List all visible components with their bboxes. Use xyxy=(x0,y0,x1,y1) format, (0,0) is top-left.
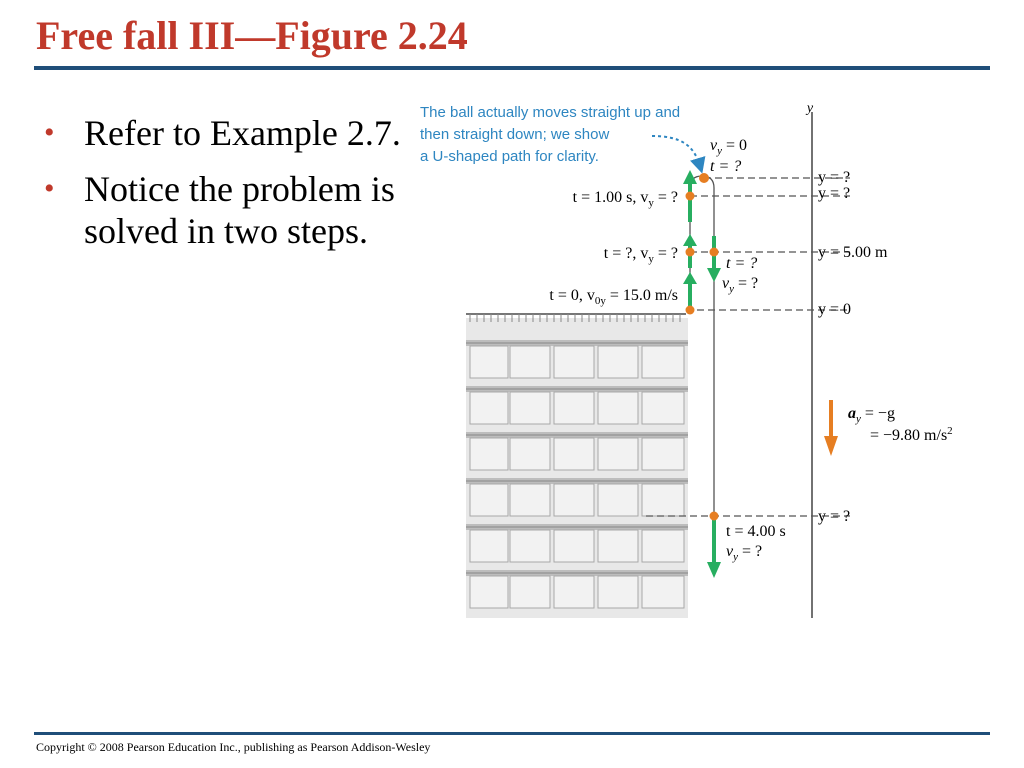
bullet-item xyxy=(44,168,424,252)
bullet-text: Notice the problem is solved in two steps. xyxy=(84,169,395,251)
brick xyxy=(598,438,638,470)
accel-line-2: = −9.80 $m/s^2$ xyxy=(870,425,953,444)
brick xyxy=(470,484,508,516)
dot-1s xyxy=(686,192,695,201)
y-label-1s: y = ? xyxy=(818,185,851,202)
brick xyxy=(598,530,638,562)
building xyxy=(466,314,688,618)
y-value-labels xyxy=(818,169,888,525)
brick xyxy=(598,346,638,378)
brick xyxy=(642,392,684,424)
label-1s: t = 1.00 s, $v_y$ = ? xyxy=(572,189,678,209)
brick xyxy=(554,530,594,562)
up-arrow-0 xyxy=(683,272,697,308)
top-vy-label: $v_y = 0$ xyxy=(710,137,748,157)
dot-5m-down xyxy=(710,248,719,257)
brick xyxy=(554,392,594,424)
dot-top xyxy=(699,173,709,183)
caption-line-3: a U-shaped path for clarity. xyxy=(420,148,599,165)
bottom-t-label: t = 4.00 s xyxy=(726,523,786,540)
brick xyxy=(554,484,594,516)
bullet-item xyxy=(44,112,424,154)
brick xyxy=(642,484,684,516)
bullet-dot-icon: • xyxy=(44,172,55,205)
brick xyxy=(554,576,594,608)
bullet-dot-icon: • xyxy=(44,116,55,149)
brick xyxy=(470,392,508,424)
y-label-0: y = 0 xyxy=(818,301,852,318)
copyright-text: Copyright © 2008 Pearson Education Inc., publishing as Pearson Addison-Wesley xyxy=(36,740,431,754)
top-t-label: t = ? xyxy=(710,158,742,175)
accel-line-1: $a_y = -g$ xyxy=(848,405,895,425)
brick xyxy=(470,530,508,562)
acceleration-arrow xyxy=(824,400,838,456)
y-axis-label: y xyxy=(806,101,814,116)
y-label-top: y = ? xyxy=(818,169,851,186)
brick xyxy=(470,438,508,470)
brick xyxy=(642,530,684,562)
brick xyxy=(642,346,684,378)
brick xyxy=(510,392,550,424)
bottom-v-label: $v_y$ = ? xyxy=(726,543,763,563)
brick xyxy=(510,576,550,608)
brick xyxy=(510,438,550,470)
brick xyxy=(510,346,550,378)
brick xyxy=(510,530,550,562)
dot-0 xyxy=(686,306,695,315)
caption-arrow xyxy=(652,136,700,166)
brick xyxy=(642,438,684,470)
y-label-5m: y = 5.00 m xyxy=(818,244,888,261)
brick xyxy=(598,576,638,608)
bullet-text: Refer to Example 2.7. xyxy=(84,113,401,153)
y-label-4s: y = ? xyxy=(818,508,851,525)
brick xyxy=(598,392,638,424)
label-t0: t = 0, $v_{0y} = 15.0$ m/s xyxy=(549,287,678,307)
figure-svg xyxy=(410,96,1010,626)
brick xyxy=(470,346,508,378)
brick xyxy=(598,484,638,516)
ball-path xyxy=(690,176,714,516)
brick xyxy=(554,438,594,470)
bullet-list xyxy=(44,112,424,266)
brick xyxy=(510,484,550,516)
caption-line-1: The ball actually moves straight up and xyxy=(420,104,681,121)
slide-title: Free fall III—Figure 2.24 xyxy=(36,13,468,58)
down-arrow-4s xyxy=(707,520,721,578)
dot-5m-up xyxy=(686,248,695,257)
brick xyxy=(470,576,508,608)
down-v-label: $v_y$ = ? xyxy=(722,275,759,295)
caption-line-2: then straight down; we show xyxy=(420,126,610,143)
down-arrow-5m xyxy=(707,236,721,282)
brick xyxy=(554,346,594,378)
dot-4s xyxy=(710,512,719,521)
down-t-label: t = ? xyxy=(726,255,758,272)
label-tq: t = ?, $v_y$ = ? xyxy=(603,245,678,265)
footer-rule xyxy=(34,732,990,735)
free-fall-figure xyxy=(410,96,1010,631)
title-underline xyxy=(34,66,990,70)
brick xyxy=(642,576,684,608)
